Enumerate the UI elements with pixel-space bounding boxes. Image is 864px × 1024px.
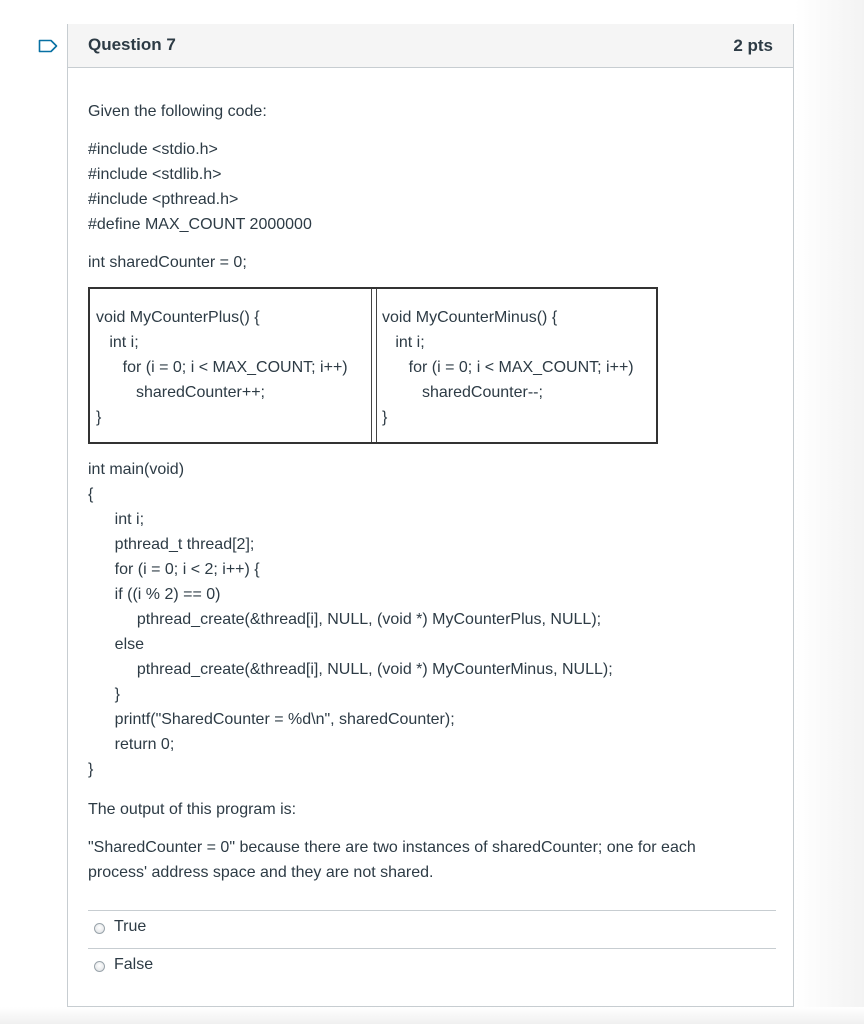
code-line: int i; [96,334,139,351]
question-title: Question 7 [88,35,176,54]
radio-button-icon[interactable] [94,923,105,934]
code-table-cell-minus [376,289,656,442]
code-line: else [88,636,145,653]
question-card [67,24,794,1007]
question-points: 2 pts [733,36,773,55]
code-table-cell-plus [90,289,372,442]
code-line: int main(void) [88,461,185,478]
answer-label[interactable]: False [114,956,154,973]
question-intro: Given the following code: [88,103,267,120]
code-line: void MyCounterMinus() { [382,309,558,326]
code-line: pthread_t thread[2]; [88,536,255,553]
code-line: } [88,686,121,703]
code-line: sharedCounter++; [96,384,265,401]
code-line: pthread_create(&thread[i], NULL, (void *) MyCounterMinus, NULL); [88,661,613,678]
code-table [88,287,658,444]
code-line: #define MAX_COUNT 2000000 [88,216,312,233]
code-line: } [382,409,388,426]
answer-option-false[interactable] [88,949,776,985]
code-line: sharedCounter--; [382,384,543,401]
radio-button-icon[interactable] [94,961,105,972]
flag-question-icon[interactable] [38,39,58,53]
code-line: int i; [88,511,145,528]
code-line: #include <stdlib.h> [88,166,222,183]
code-line: return 0; [88,736,175,753]
code-line: void MyCounterPlus() { [96,309,260,326]
page-edge-shadow [795,0,864,1024]
code-line: } [96,409,102,426]
question-header [68,24,793,68]
code-line: { [88,486,94,503]
code-line: for (i = 0; i < MAX_COUNT; i++) [96,359,348,376]
code-line: pthread_create(&thread[i], NULL, (void *) MyCounterPlus, NULL); [88,611,602,628]
page-bottom-shadow [0,1007,864,1024]
answer-label[interactable]: True [114,918,147,935]
output-prompt: The output of this program is: [88,801,297,818]
code-line: if ((i % 2) == 0) [88,586,221,603]
statement-text: "SharedCounter = 0" because there are two instances of sharedCounter; one for each [88,839,696,856]
code-line: } [88,761,94,778]
code-line: for (i = 0; i < 2; i++) { [88,561,260,578]
code-line: #include <pthread.h> [88,191,239,208]
answer-option-true[interactable] [88,911,776,947]
code-line: #include <stdio.h> [88,141,218,158]
code-line: int sharedCounter = 0; [88,254,247,271]
statement-text: process' address space and they are not shared. [88,864,434,881]
code-line: for (i = 0; i < MAX_COUNT; i++) [382,359,634,376]
code-line: int i; [382,334,425,351]
code-line: printf("SharedCounter = %d\n", sharedCounter); [88,711,455,728]
